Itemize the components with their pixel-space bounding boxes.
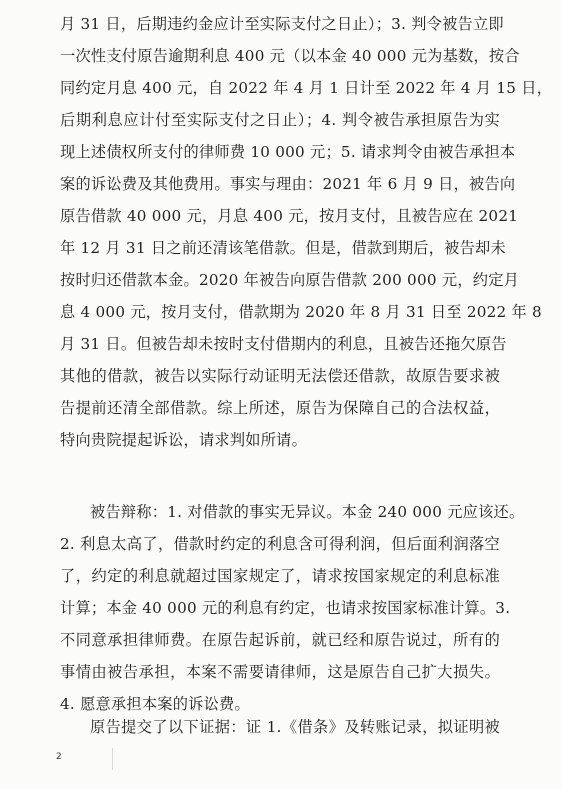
text-line: 息 4 000 元，按月支付，借款期为 2020 年 8 月 31 日至 2022 年 8 bbox=[60, 303, 542, 321]
text-line: 计算；本金 40 000 元的利息有约定，也请求按国家标准计算。3. bbox=[60, 599, 511, 617]
page-number: 2 bbox=[56, 752, 62, 762]
text-line: 其他的借款，被告以实际行动证明无法偿还借款，故原告要求被 bbox=[60, 367, 500, 385]
text-line: 了，约定的利息就超过国家规定了，请求按国家规定的利息标准 bbox=[60, 567, 500, 585]
text-line: 原告提交了以下证据：证 1.《借条》及转账记录，拟证明被 bbox=[90, 718, 500, 736]
text-line: 原告借款 40 000 元，月息 400 元，按月支付，且被告应在 2021 bbox=[60, 207, 519, 225]
paragraph-plaintiff-claims bbox=[60, 8, 553, 456]
text-line: 年 12 月 31 日之前还清该笔借款。但是，借款到期后，被告却未 bbox=[60, 239, 506, 257]
text-line: 月 31 日。但被告却未按时支付借期内的利息，且被告还拖欠原告 bbox=[60, 335, 507, 353]
paragraph-defendant-defense bbox=[60, 496, 525, 720]
text-line: 特向贵院提起诉讼，请求判如所请。 bbox=[60, 431, 307, 449]
scan-artifact bbox=[112, 748, 113, 770]
text-line: 后期利息应计付至实际支付之日止）；4. 判令被告承担原告为实 bbox=[60, 111, 500, 129]
text-line: 月 31 日，后期违约金应计至实际支付之日止）；3. 判令被告立即 bbox=[60, 15, 504, 33]
text-line: 按时归还借款本金。2020 年被告向原告借款 200 000 元，约定月 bbox=[60, 271, 520, 289]
text-line: 2. 利息太高了，借款时约定的利息含可得利润，但后面利润落空 bbox=[60, 535, 500, 553]
text-line: 告提前还清全部借款。综上所述，原告为保障自己的合法权益， bbox=[60, 399, 500, 417]
text-line: 不同意承担律师费。在原告起诉前，就已经和原告说过，所有的 bbox=[60, 631, 500, 649]
text-line: 被告辩称：1. 对借款的事实无异议。本金 240 000 元应该还。 bbox=[90, 503, 525, 521]
paragraph-plaintiff-evidence bbox=[60, 711, 500, 743]
text-line: 一次性支付原告逾期利息 400 元（以本金 40 000 元为基数，按合 bbox=[60, 47, 520, 65]
text-line: 4. 愿意承担本案的诉讼费。 bbox=[60, 695, 250, 713]
text-line: 同约定月息 400 元，自 2022 年 4 月 1 日计至 2022 年 4 月 15 日， bbox=[60, 79, 553, 97]
text-line: 事情由被告承担，本案不需要请律师，这是原告自己扩大损失。 bbox=[60, 663, 500, 681]
text-line: 案的诉讼费及其他费用。事实与理由：2021 年 6 月 9 日，被告向 bbox=[60, 175, 516, 193]
text-line: 现上述债权所支付的律师费 10 000 元；5. 请求判令由被告承担本 bbox=[60, 143, 516, 161]
